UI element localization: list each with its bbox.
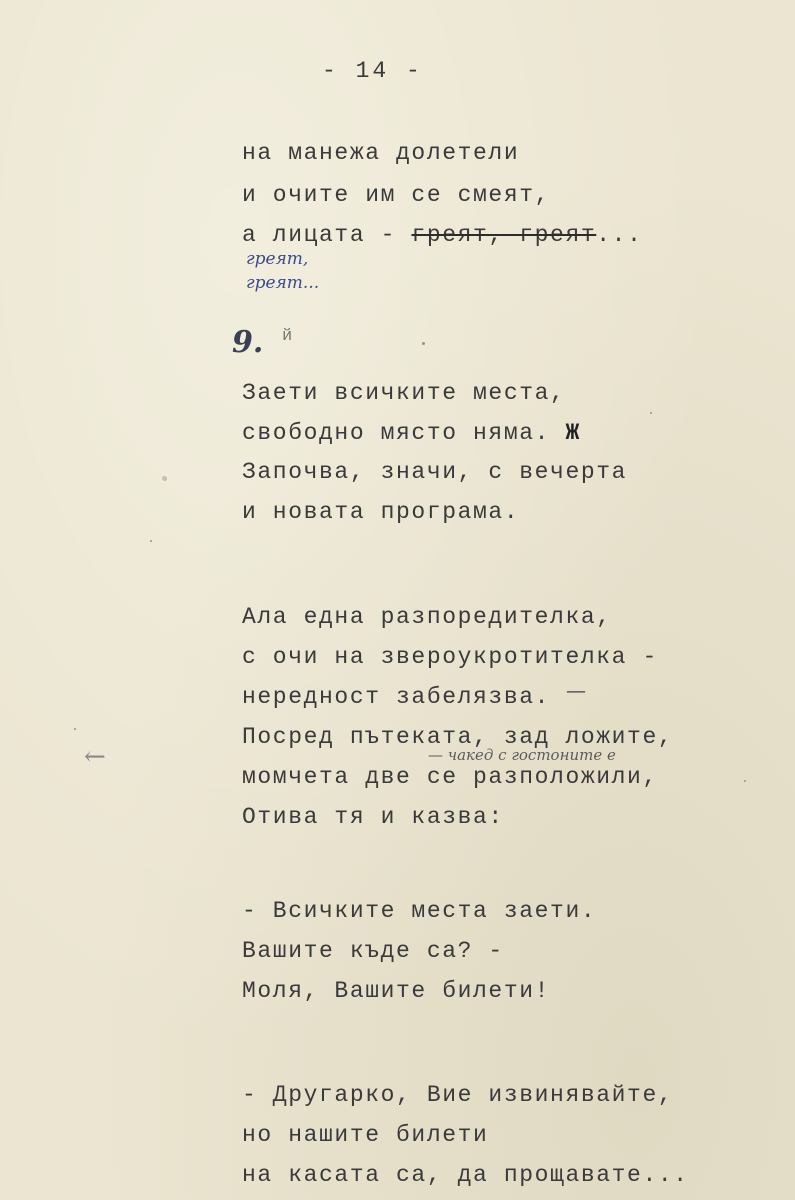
paper-speck xyxy=(162,476,167,481)
typed-line-14: - Всичките места заети. xyxy=(242,898,597,924)
overstruck-character: Ж xyxy=(565,420,581,446)
paper-speck xyxy=(744,780,746,782)
paper-speck xyxy=(650,412,652,414)
typed-line-6: Започва, значи, с вечерта xyxy=(242,459,628,485)
struck-through-text: греят, греят xyxy=(411,222,597,248)
typed-line-7: и новата програма. xyxy=(242,499,520,525)
typed-line-19: на касата са, да прощавате... xyxy=(242,1162,689,1188)
paper-speck xyxy=(422,342,425,345)
typed-line-3 xyxy=(242,224,642,247)
page-number: - 14 - xyxy=(322,58,423,84)
typed-line-15: Вашите къде са? - xyxy=(242,938,504,964)
margin-arrow-icon: ← xyxy=(84,742,106,772)
handwritten-correction-line-2: греят... xyxy=(246,273,320,293)
typed-line-2: и очите им се смеят, xyxy=(242,182,551,208)
typed-line-10: нередност забелязва. xyxy=(242,684,551,710)
typed-line-3-suffix: ... xyxy=(596,222,643,248)
typed-line-16: Моля, Вашите билети! xyxy=(242,978,551,1004)
handwritten-correction-line-1: греят, xyxy=(246,249,309,269)
typed-line-9: с очи на звероукротителка - xyxy=(242,644,658,670)
typed-line-3-prefix: а лицата - xyxy=(242,222,412,248)
handwritten-section-number: 9. xyxy=(232,325,264,360)
typed-line-11: Посред пътеката, зад ложите, xyxy=(242,724,674,750)
typed-section-mark: й xyxy=(282,327,294,346)
typed-line-1: на манежа долетели xyxy=(242,140,520,166)
typed-line-18: но нашите билети xyxy=(242,1122,489,1148)
paper-speck xyxy=(150,540,152,542)
typed-line-13: Отива тя и казва: xyxy=(242,804,504,830)
typed-line-5-text: свободно място няма. xyxy=(242,420,566,446)
handwritten-margin-dash: — xyxy=(566,678,586,702)
typed-line-4: Заети всичките места, xyxy=(242,380,566,406)
typed-line-5 xyxy=(242,422,581,445)
typed-line-8: Ала една разпоредителка, xyxy=(242,604,612,630)
typed-line-17: - Другарко, Вие извинявайте, xyxy=(242,1082,674,1108)
pencil-insertion-note: — чакед с гостоните е xyxy=(428,746,616,764)
typed-line-12: момчета две се разположили, xyxy=(242,764,658,790)
paper-speck xyxy=(74,728,76,730)
